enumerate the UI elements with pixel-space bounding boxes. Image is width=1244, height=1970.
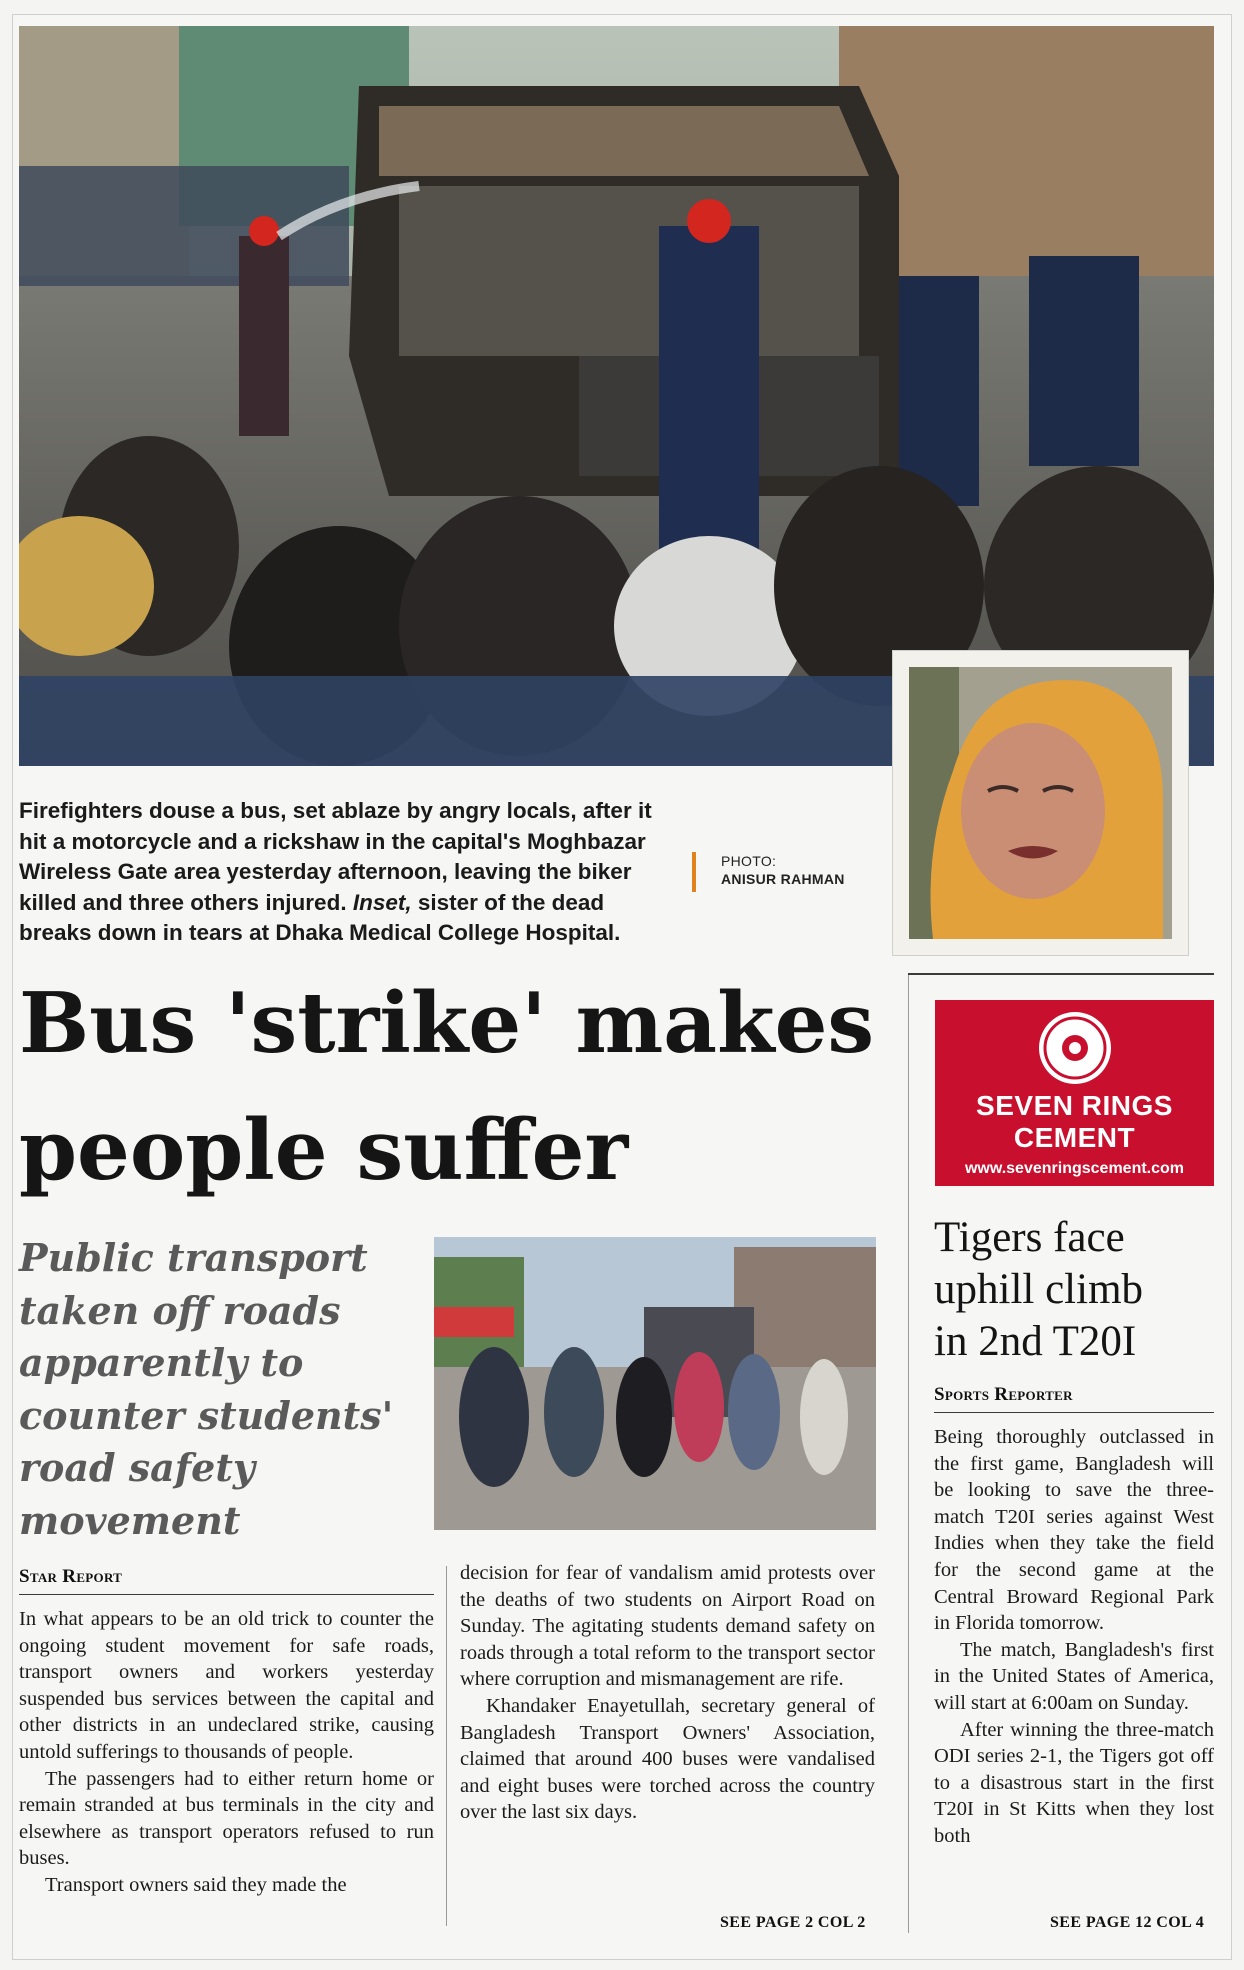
- story-photo-stranded-passengers: [434, 1237, 876, 1530]
- story-paragraph: Transport owners said they made the: [45, 1873, 347, 1896]
- headline-line: people suffer: [19, 1101, 629, 1199]
- main-headline: [19, 960, 879, 1214]
- sports-byline: Sports Reporter: [934, 1384, 1073, 1405]
- caption-line: hit a motorcycle and a rickshaw in the capital's Moghbazar: [19, 828, 646, 854]
- story-column-1: [19, 1606, 434, 1899]
- main-photo-caption: [19, 796, 679, 949]
- story-byline: Star Report: [19, 1566, 123, 1587]
- story-paragraph: decision for fear of vandalism amid protests over the deaths of two students on Airport Road on Sunday. The agitating students demand safety on roads through a total reform to the transport sector where corruption and mismanagement are rife.: [460, 1562, 875, 1691]
- photo-credit-name: ANISUR RAHMAN: [721, 871, 845, 887]
- story-paragraph: Khandaker Enayetullah, secretary general of Bangladesh Transport Owners' Association, claimed that around 400 buses were vandalised and eight buses were torched across the country over the last six days.: [460, 1694, 875, 1824]
- sports-byline-rule: [934, 1412, 1214, 1413]
- story-paragraph: The passengers had to either return home or remain stranded at bus terminals in the city and elsewhere as transport operators refused to run buses.: [19, 1767, 434, 1870]
- caption-text: killed and three others injured.: [19, 889, 353, 915]
- caption-inset-word: Inset,: [352, 889, 412, 915]
- column-divider: [446, 1566, 447, 1926]
- photo-credit: [721, 852, 891, 888]
- deck-line: counter students': [19, 1392, 394, 1438]
- caption-text: sister of the dead: [411, 889, 605, 915]
- deck-line: taken off roads: [19, 1287, 341, 1333]
- sports-jump-line: SEE PAGE 12 COL 4: [1050, 1914, 1205, 1931]
- deck-line: Public transport: [19, 1235, 368, 1280]
- sports-headline-line: uphill climb: [934, 1266, 1144, 1313]
- caption-line: Wireless Gate area yesterday afternoon, leaving the biker: [19, 859, 632, 884]
- caption-line: breaks down in tears at Dhaka Medical College Hospital.: [19, 920, 621, 945]
- caption-line: Firefighters douse a bus, set ablaze by angry locals, after it: [19, 798, 652, 823]
- photo-credit-label: PHOTO:: [721, 853, 777, 869]
- story-jump-line: SEE PAGE 2 COL 2: [720, 1914, 866, 1931]
- seven-rings-logo-icon: [1035, 1008, 1115, 1088]
- seven-rings-cement-ad[interactable]: [935, 1000, 1214, 1186]
- sports-paragraph: Being thoroughly outclassed in the first game, Bangladesh will be looking to save the three-match T20I series against West Indies when they take the field for the second game at the Central Broward Regional Park in Florida tomorrow.: [934, 1426, 1214, 1635]
- sports-paragraph: The match, Bangladesh's first in the United States of America, will start at 6:00am on Sunday.: [934, 1638, 1214, 1714]
- headline-line: Bus 'strike' makes: [19, 974, 875, 1072]
- ad-name-line: SEVEN RINGS: [976, 1090, 1173, 1121]
- sidebar-divider: [908, 973, 909, 1933]
- story-deck: [19, 1232, 439, 1547]
- story-paragraph: In what appears to be an old trick to counter the ongoing student movement for safe roads, transport owners and workers yesterday suspended bus services between the capital and other districts in an undeclared strike, causing untold sufferings to thousands of people.: [19, 1608, 434, 1763]
- photo-credit-accent-bar: [692, 852, 696, 892]
- sports-headline: [934, 1212, 1214, 1368]
- sports-paragraph: After winning the three-match ODI series 2-1, the Tigers got off to a disastrous start in the first T20I in St Kitts when they lost both: [934, 1718, 1214, 1847]
- sports-story: [934, 1424, 1214, 1850]
- sports-headline-line: in 2nd T20I: [934, 1318, 1137, 1365]
- deck-line: road safety: [19, 1445, 255, 1490]
- byline-rule: [19, 1594, 434, 1595]
- ad-url[interactable]: www.sevenringscement.com: [964, 1160, 1185, 1177]
- sidebar-top-rule: [908, 973, 1214, 975]
- ad-name: [935, 1090, 1214, 1154]
- caption-line: [19, 888, 679, 919]
- inset-photo-grieving-sister: [892, 650, 1189, 956]
- ad-name-line: CEMENT: [1013, 1122, 1136, 1153]
- sports-headline-line: Tigers face: [934, 1214, 1125, 1261]
- deck-line: movement: [19, 1497, 241, 1543]
- deck-line: apparently to: [19, 1340, 304, 1385]
- story-column-2: [460, 1560, 875, 1826]
